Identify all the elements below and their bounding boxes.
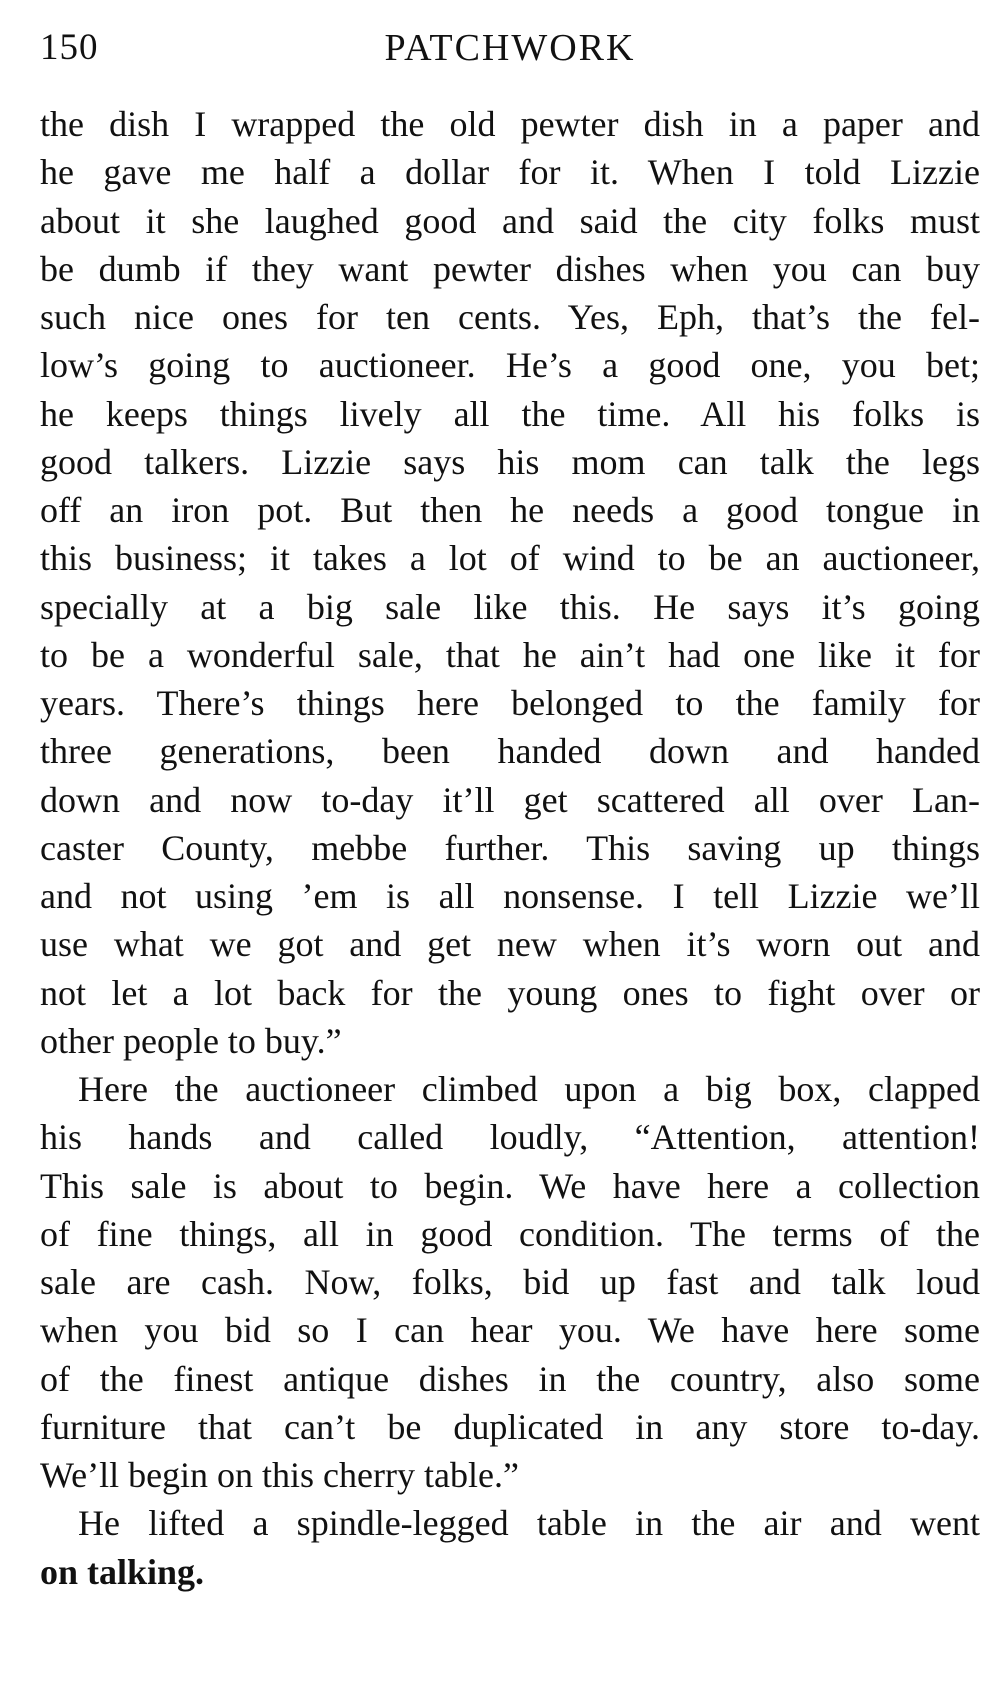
page-header bbox=[40, 18, 980, 78]
text-line: other people to buy.” bbox=[40, 1020, 342, 1061]
text-line: this business; it takes a lot of wind to be an auctioneer, bbox=[40, 538, 980, 579]
text-line: three generations, been handed down and handed bbox=[40, 731, 980, 772]
text-line: years. There’s things here belonged to the family for bbox=[40, 683, 980, 723]
text-line: on talking. bbox=[40, 1551, 205, 1592]
text-line: use what we got and get new when it’s worn out and bbox=[40, 924, 980, 965]
text-line: when you bid so I can hear you. We have here some bbox=[40, 1310, 980, 1351]
text-line: off an iron pot. But then he needs a good tongue in bbox=[40, 490, 980, 530]
text-line: down and now to-day it’ll get scattered all over Lan- bbox=[40, 779, 980, 820]
text-line: not let a lot back for the young ones to fight over or bbox=[40, 972, 980, 1013]
text-line: the dish I wrapped the old pewter dish in a paper and bbox=[40, 104, 980, 144]
text-line: of fine things, all in good condition. The terms of the bbox=[40, 1213, 980, 1254]
text-line: his hands and called loudly, “Attention, attention! bbox=[40, 1117, 980, 1158]
text-line: he keeps things lively all the time. All his folks is bbox=[40, 393, 980, 434]
text-line: furniture that can’t be duplicated in any store to-day. bbox=[40, 1406, 980, 1447]
page-number: 150 bbox=[40, 27, 99, 68]
text-line: caster County, mebbe further. This saving up things bbox=[40, 827, 980, 868]
text-line: We’ll begin on this cherry table.” bbox=[40, 1455, 519, 1495]
text-line: specially at a big sale like this. He says it’s going bbox=[40, 586, 980, 627]
text-line: Here the auctioneer climbed upon a big box, clapped bbox=[78, 1069, 980, 1109]
paragraph-1 bbox=[40, 100, 980, 1065]
running-head: PATCHWORK bbox=[384, 27, 636, 69]
paragraph-3 bbox=[40, 1499, 980, 1596]
text-line: about it she laughed good and said the city folks must bbox=[40, 200, 980, 241]
text-line: he gave me half a dollar for it. When I told Lizzie bbox=[40, 152, 980, 193]
text-line: sale are cash. Now, folks, bid up fast and talk loud bbox=[40, 1262, 980, 1302]
text-line: He lifted a spindle-legged table in the air and went bbox=[78, 1503, 980, 1544]
text-line: low’s going to auctioneer. He’s a good one, you bet; bbox=[40, 345, 980, 386]
text-line: and not using ’em is all nonsense. I tell Lizzie we’ll bbox=[40, 876, 980, 916]
text-line: This sale is about to begin. We have here a collection bbox=[40, 1165, 980, 1206]
text-line: good talkers. Lizzie says his mom can talk the legs bbox=[40, 441, 980, 482]
text-line: to be a wonderful sale, that he ain’t had one like it for bbox=[40, 634, 980, 675]
text-line: be dumb if they want pewter dishes when you can buy bbox=[40, 248, 980, 289]
text-line: such nice ones for ten cents. Yes, Eph, that’s the fel- bbox=[40, 297, 980, 337]
paragraph-2 bbox=[40, 1065, 980, 1499]
body-text bbox=[40, 100, 980, 1596]
text-line: of the finest antique dishes in the country, also some bbox=[40, 1358, 980, 1399]
